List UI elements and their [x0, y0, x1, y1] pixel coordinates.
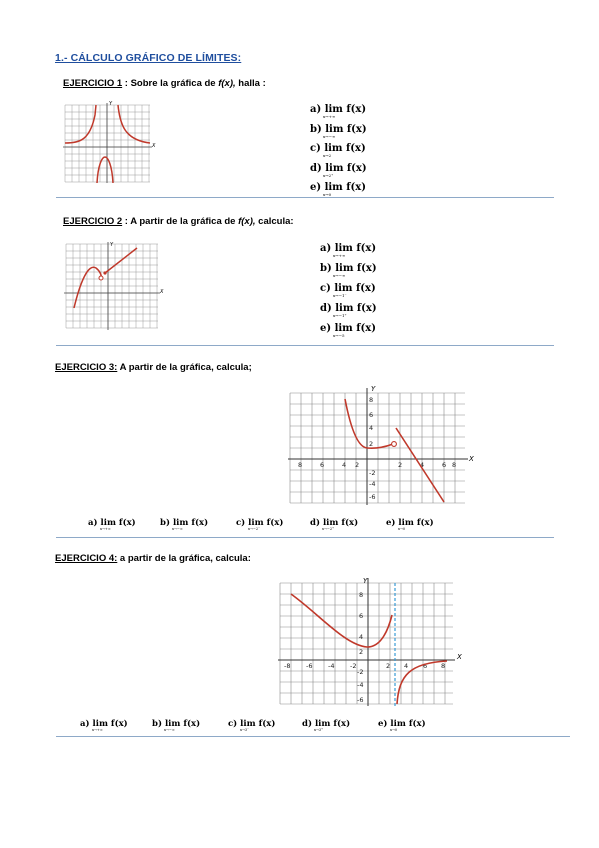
ex2-limit-item [320, 283, 376, 298]
ex4-ytick: -2 [357, 668, 364, 676]
ex1-limit-item [310, 182, 366, 197]
limit-expr: lim f(x) [314, 719, 351, 729]
limit-expr: lim f(x) [398, 518, 434, 528]
ex3-graph [285, 385, 480, 510]
limit-expr: lim f(x) [325, 162, 367, 174]
ex4-y-label: Y [363, 577, 368, 585]
ex3-ytick: -2 [369, 469, 376, 477]
ex4-ytick: 2 [359, 648, 364, 656]
limit-sub: x→+∞ [323, 114, 336, 119]
ex3-divider [56, 537, 554, 538]
ex3-xtick: 4 [420, 461, 425, 469]
limit-letter: c) [236, 518, 246, 528]
ex3-ytick: 4 [369, 424, 374, 432]
ex2-label: EJERCICIO 2 [63, 216, 123, 227]
limit-letter: c) [228, 719, 238, 729]
limit-letter: e) [320, 323, 332, 334]
limit-letter: d) [302, 719, 312, 729]
ex3-heading [55, 362, 252, 373]
ex2-limit-item [320, 243, 377, 258]
ex1-text: : Sobre la gráfica de [122, 78, 219, 89]
ex1-limit-item [310, 123, 367, 139]
limit-sub: x→−2⁺ [322, 527, 334, 531]
limit-expr: lim f(x) [334, 323, 376, 334]
ex1-limit-item [310, 104, 367, 119]
ex3-label: EJERCICIO 3: [55, 362, 118, 373]
limit-letter: e) [310, 182, 322, 193]
limit-letter: b) [310, 123, 322, 135]
page-title: 1.- CÁLCULO GRÁFICO DE LÍMITES: [55, 52, 242, 64]
ex3-limit-item [236, 518, 284, 531]
ex4-divider [56, 736, 570, 737]
ex2-text2: calcula: [255, 216, 294, 227]
limit-expr: lim f(x) [335, 303, 377, 314]
ex3-curve [345, 399, 447, 502]
limit-letter: a) [310, 104, 322, 115]
ex4-ytick: 4 [359, 633, 364, 641]
limit-sub: x→2 [323, 153, 332, 158]
limit-sub: x→+∞ [333, 253, 346, 258]
ex2-curve [74, 248, 137, 308]
ex1-text2: halla : [235, 78, 266, 89]
ex4-xtick: -6 [306, 662, 313, 670]
limit-expr: lim f(x) [334, 283, 376, 294]
ex3-limit-item [88, 518, 136, 531]
limit-expr: lim f(x) [172, 518, 209, 528]
limit-letter: e) [378, 719, 388, 729]
ex3-xtick: 8 [298, 461, 303, 469]
ex1-label: EJERCICIO 1 [63, 78, 123, 89]
limit-sub: x→0 [398, 527, 406, 531]
limit-expr: lim f(x) [324, 182, 366, 193]
ex4-ytick: 8 [359, 591, 364, 599]
limit-sub: x→−5 [333, 333, 345, 338]
limit-sub: x→3⁻ [240, 728, 249, 732]
ex4-heading [55, 553, 251, 564]
limit-sub: x→−∞ [323, 133, 336, 139]
limit-letter: e) [386, 518, 396, 528]
ex4-xtick: -2 [350, 662, 357, 670]
ex3-xtick: 6 [442, 461, 447, 469]
limit-expr: lim f(x) [324, 104, 367, 115]
ex4-xtick: 4 [404, 662, 409, 670]
limit-sub: x→0 [323, 192, 332, 197]
ex3-ytick: 6 [369, 411, 374, 419]
ex4-graph [275, 575, 470, 710]
limit-letter: a) [320, 243, 332, 254]
limit-expr: lim f(x) [322, 518, 359, 528]
limit-letter: b) [160, 518, 170, 528]
limit-sub: x→2⁺ [323, 172, 334, 178]
ex3-ytick: -4 [369, 480, 376, 488]
limit-sub: x→+∞ [92, 728, 103, 732]
ex3-limit-item [160, 518, 209, 531]
ex4-xtick: 8 [441, 662, 446, 670]
limit-letter: d) [310, 518, 320, 528]
limit-letter: d) [310, 162, 322, 174]
ex4-limit-item [378, 719, 426, 732]
limit-letter: c) [320, 283, 331, 294]
ex3-x-label: X [469, 455, 474, 463]
ex4-limit-item [228, 719, 276, 732]
ex2-limit-item [320, 323, 376, 338]
ex2-graph [62, 238, 167, 333]
limit-letter: d) [320, 303, 332, 314]
ex2-closed-point [103, 271, 106, 274]
ex4-xtick: 2 [386, 662, 391, 670]
ex3-limit-item [386, 518, 434, 531]
ex2-limit-item [320, 263, 377, 278]
ex3-xtick: 2 [398, 461, 403, 469]
ex4-xtick: -8 [284, 662, 291, 670]
ex2-open-point [99, 276, 103, 280]
ex2-x-label: X [160, 289, 164, 295]
ex2-y-label: Y [110, 242, 114, 248]
limit-expr: lim f(x) [390, 719, 426, 729]
ex3-ytick: 8 [369, 396, 374, 404]
ex4-ytick: -4 [357, 681, 364, 689]
limit-letter: a) [80, 719, 90, 729]
ex1-curve [65, 105, 150, 183]
limit-sub: x→3⁺ [314, 728, 323, 732]
ex3-text: A partir de la gráfica, calcula; [117, 362, 252, 373]
ex4-label: EJERCICIO 4: [55, 553, 118, 564]
limit-expr: lim f(x) [334, 243, 377, 254]
ex3-limit-item [310, 518, 359, 531]
ex4-ytick: 6 [359, 612, 364, 620]
limit-sub: x→−∞ [333, 273, 346, 278]
limit-expr: lim f(x) [164, 719, 201, 729]
limit-letter: b) [320, 263, 332, 274]
limit-sub: x→0 [390, 728, 398, 732]
ex1-limit-item [310, 143, 366, 158]
ex4-limit-item [302, 719, 351, 732]
ex4-xtick: -4 [328, 662, 335, 670]
ex3-xtick: 6 [320, 461, 325, 469]
limit-sub: x→−1⁺ [333, 313, 347, 318]
ex2-limit-item [320, 303, 377, 318]
ex4-grid [280, 583, 453, 704]
ex1-x-label: X [152, 143, 156, 149]
ex1-graph [60, 95, 160, 185]
limit-expr: lim f(x) [325, 123, 367, 135]
limit-letter: b) [152, 719, 162, 729]
ex4-ytick: -6 [357, 696, 364, 704]
ex1-divider [56, 197, 554, 198]
ex2-text: : A partir de la gráfica de [122, 216, 239, 227]
ex4-x-label: X [457, 653, 462, 661]
limit-expr: lim f(x) [324, 143, 366, 154]
ex4-limit-item [152, 719, 201, 732]
limit-expr: lim f(x) [248, 518, 284, 528]
ex1-limit-item [310, 162, 367, 178]
ex3-xtick: 2 [355, 461, 360, 469]
limit-expr: lim f(x) [100, 518, 136, 528]
ex1-fx: f(x), [218, 78, 236, 89]
limit-sub: x→+∞ [100, 527, 111, 531]
ex4-limit-item [80, 719, 128, 732]
ex1-y-label: Y [109, 101, 113, 107]
ex3-open-point [392, 442, 397, 447]
limit-expr: lim f(x) [240, 719, 276, 729]
ex3-ytick: 2 [369, 440, 374, 448]
ex2-heading [63, 216, 294, 227]
ex4-text: a partir de la gráfica, calcula: [117, 553, 251, 564]
ex3-ytick: -6 [369, 493, 376, 501]
ex3-y-label: Y [371, 385, 376, 393]
ex2-fx: f(x), [238, 216, 256, 227]
ex2-divider [56, 345, 554, 346]
ex3-xtick: 4 [342, 461, 347, 469]
limit-sub: x→−∞ [172, 527, 183, 531]
ex1-grid [65, 105, 150, 182]
limit-sub: x→−2⁻ [248, 527, 260, 531]
ex4-xtick: 6 [423, 662, 428, 670]
limit-expr: lim f(x) [92, 719, 128, 729]
ex1-heading [63, 78, 266, 89]
limit-letter: c) [310, 143, 321, 154]
limit-sub: x→−∞ [164, 728, 175, 732]
limit-sub: x→−1⁻ [333, 293, 347, 298]
limit-expr: lim f(x) [335, 263, 377, 274]
limit-letter: a) [88, 518, 98, 528]
ex3-xtick: 8 [452, 461, 457, 469]
